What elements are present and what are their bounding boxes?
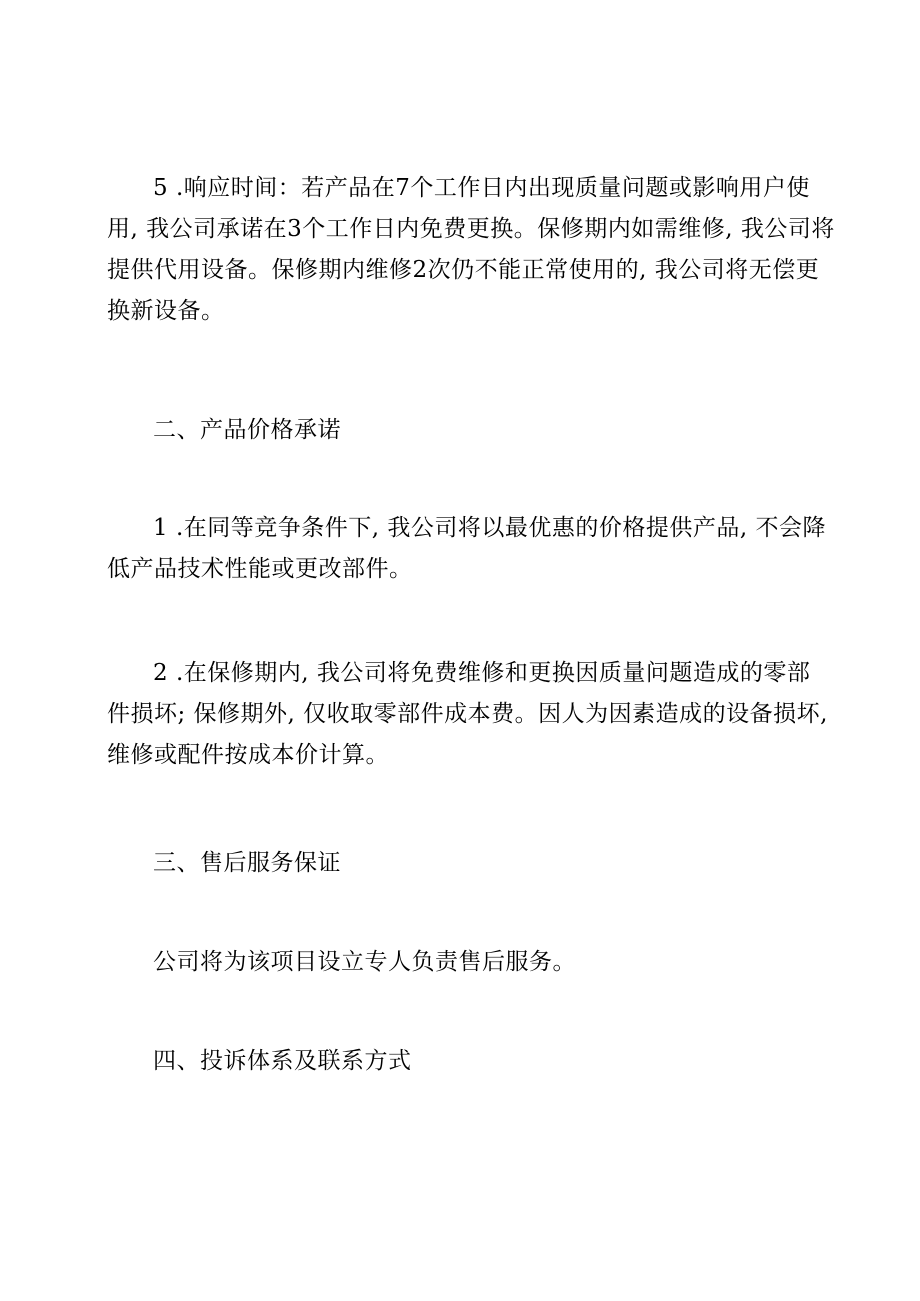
section-heading-text: 四、投诉体系及联系方式 <box>153 1048 412 1074</box>
paragraph-item-5-response-time <box>107 168 835 332</box>
section-heading-complaint-contact <box>107 1041 807 1082</box>
paragraph-line: 2 .在保修期内, 我公司将免费维修和更换因质量问题造成的零部 <box>153 660 811 686</box>
paragraph-line: 用, 我公司承诺在3个工作日内免费更换。保修期内如需维修, 我公司将 <box>107 216 835 242</box>
paragraph-line: 5 .响应时间：若产品在7个工作日内出现质量问题或影响用户使 <box>153 175 810 201</box>
paragraph-item-1-price <box>107 508 826 590</box>
section-heading-text: 三、售后服务保证 <box>153 850 341 876</box>
paragraph-line: 1 .在同等竞争条件下, 我公司将以最优惠的价格提供产品, 不会降 <box>153 515 826 541</box>
section-heading-after-sales <box>107 843 807 884</box>
paragraph-line: 公司将为该项目设立专人负责售后服务。 <box>153 949 576 975</box>
section-heading-text: 二、产品价格承诺 <box>153 417 341 443</box>
paragraph-line: 维修或配件按成本价计算。 <box>107 742 389 768</box>
paragraph-line: 换新设备。 <box>107 298 225 324</box>
paragraph-line: 件损坏; 保修期外, 仅收取零部件成本费。因人为因素造成的设备损坏, <box>107 701 828 727</box>
section-heading-price-commitment <box>107 410 807 451</box>
paragraph-line: 提供代用设备。保修期内维修2次仍不能正常使用的, 我公司将无偿更 <box>107 257 820 283</box>
paragraph-service-statement <box>107 942 807 983</box>
paragraph-line: 低产品技术性能或更改部件。 <box>107 556 413 582</box>
paragraph-item-2-repair <box>107 653 828 776</box>
